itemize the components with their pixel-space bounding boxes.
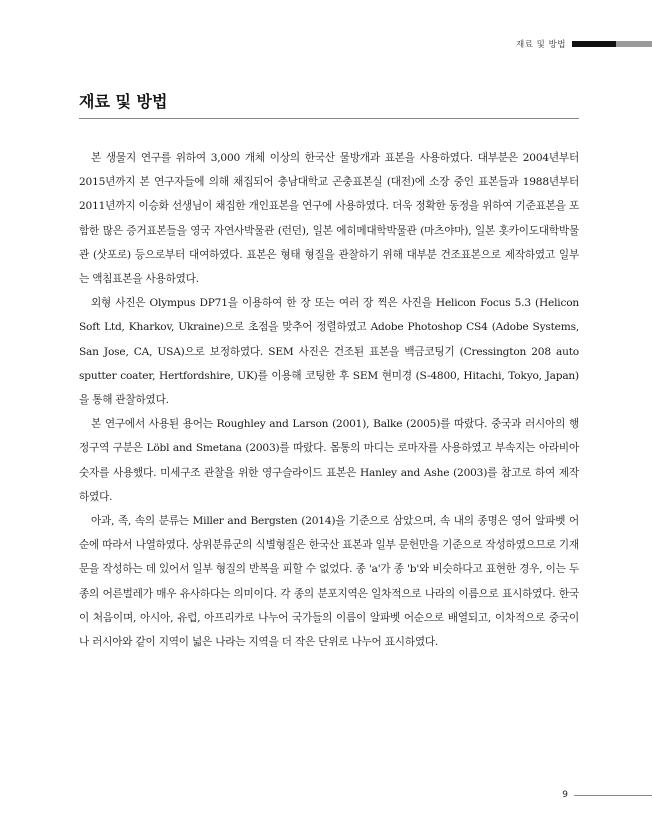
paragraph-classification: 아과, 족, 속의 분류는 Miller and Bergsten (2014)을 기준으로 삼았으며, 속 내의 종명은 영어 알파벳 어순에 따라서 나열하였다. 상위분류군의 식별형질은 한국산 표본과 일부 문헌만을 기준으로 작성하였으므로 기재문을 작성하는 데 있어서 일부 형질의 반복을 피할 수 없었다. 종 'a'가 종 'b'와 비슷하다고 표현한 경우, 이는 두 종의 어른벌레가 매우 유사하다는 의미이다. 각 종의 분포지역은 일차적으로 나라의 이름으로 표시하였다. 한국이 처음이며, 아시아, 유럽, 아프리카로 나누어 국가들의 이름이 알파벳 어순으로 배열되고, 이차적으로 중국이나 러시아와 같이 지역이 넓은 나라는 지역을 더 작은 단위로 나누어 표시하였다. [79,515,579,649]
page-footer [562,790,652,800]
body-text [79,146,579,654]
page-number: 9 [562,790,568,800]
header-bar-dark [572,41,616,47]
paragraph-materials: 본 생물지 연구를 위하여 3,000 개체 이상의 한국산 물방개과 표본을 사용하였다. 대부분은 2004년부터 2015년까지 본 연구자들에 의해 채집되어 충남대학교 곤충표본실 (대전)에 소장 중인 표본들과 1988년부터 2011년까지 이승화 선생님이 채집한 개인표본을 연구에 사용하였다. 더욱 정확한 동정을 위하여 기준표본을 포함한 많은 증거표본들을 영국 자연사박물관 (런던), 일본 에히메대학박물관 (마츠야마), 일본 홋카이도대학박물관 (삿포로) 등으로부터 대여하였다. 표본은 형태 형질을 관찰하기 위해 대부분 건조표본으로 제작하였고 일부는 액침표본을 사용하였다. [79,152,579,286]
title-divider [79,118,579,119]
running-header [516,37,652,51]
footer-divider [574,795,652,796]
paragraph-terminology: 본 연구에서 사용된 용어는 Roughley and Larson (2001), Balke (2005)를 따랐다. 중국과 러시아의 행정구역 구분은 Löbl and Smetana (2003)를 따랐다. 몸통의 마디는 로마자를 사용하였고 부속지는 아라비아 숫자를 사용했다. 미세구조 관찰을 위한 영구슬라이드 표본은 Hanley and Ashe (2003)를 참고로 하여 제작하였다. [79,418,579,503]
header-bar-light [616,41,652,47]
section-title: 재료 및 방법 [79,92,168,111]
paragraph-photography: 외형 사진은 Olympus DP71을 이용하여 한 장 또는 여러 장 찍은 사진을 Helicon Focus 5.3 (Helicon Soft Ltd, Kharkov, Ukraine)으로 초점을 맞추어 정렬하였고 Adobe Photoshop CS4 (Adobe Systems, San Jose, CA, USA)으로 보정하였다. SEM 사진은 건조된 표본을 백금코팅기 (Cressington 208 auto sputter coater, Hertfordshire, UK)를 이용해 코팅한 후 SEM 현미경 (S-4800, Hitachi, Tokyo, Japan)을 통해 관찰하였다. [79,297,579,407]
running-header-title: 재료 및 방법 [516,40,566,50]
